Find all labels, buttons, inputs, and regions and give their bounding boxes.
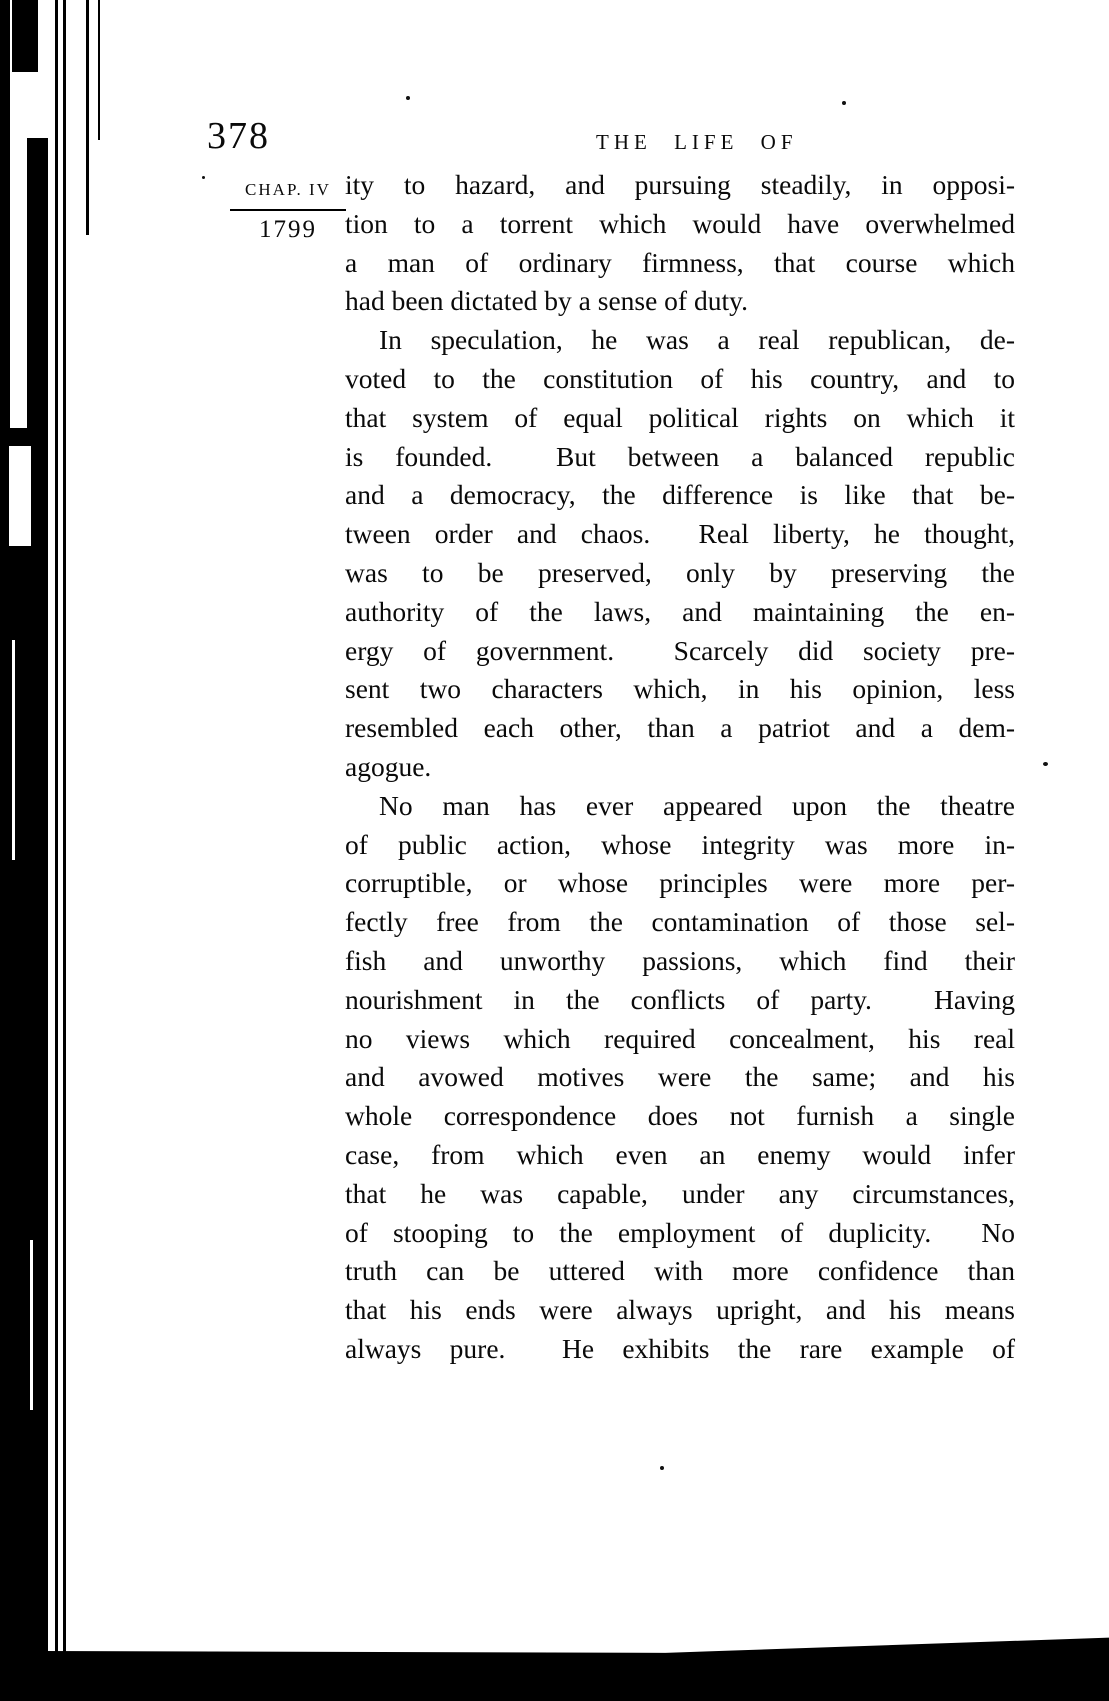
text-line: corruptible, or whose principles were more per- <box>345 867 1015 899</box>
year-note: 1799 <box>259 216 317 243</box>
text-line: tion to a torrent which would have overwhelmed <box>345 207 1015 239</box>
scan-artifact-top-block <box>12 0 38 72</box>
sidenote <box>228 180 348 244</box>
text-line: that his ends were always upright, and his means <box>345 1294 1015 1326</box>
scan-artifact-bottom-bar <box>0 1635 1109 1701</box>
running-header: THE LIFE OF <box>596 130 798 154</box>
text-line: ity to hazard, and pursuing steadily, in opposi- <box>345 169 1015 200</box>
chapter-note: CHAP. IV <box>245 180 331 199</box>
text-line: of public action, whose integrity was more in- <box>345 828 1015 860</box>
text-line: always pure. He exhibits the rare example of <box>345 1332 1015 1364</box>
scan-artifact-white-sliver <box>30 1240 33 1410</box>
text-line: that he was capable, under any circumstances, <box>345 1177 1015 1209</box>
text-line: is founded. But between a balanced republic <box>345 440 1015 472</box>
text-line: sent two characters which, in his opinion, less <box>345 673 1015 705</box>
ink-speck <box>842 101 846 105</box>
text-line: that system of equal political rights on which it <box>345 401 1015 433</box>
text-line: authority of the laws, and maintaining the en- <box>345 595 1015 627</box>
ink-speck <box>660 1466 664 1470</box>
text-line: voted to the constitution of his country, and to <box>345 362 1015 394</box>
ink-speck <box>202 176 205 179</box>
text-line: fish and unworthy passions, which find their <box>345 944 1015 976</box>
sidenote-rule <box>230 209 346 211</box>
text-line: tween order and chaos. Real liberty, he thought, <box>345 518 1015 550</box>
text-line: nourishment in the conflicts of party. Having <box>345 983 1015 1015</box>
text-line: ergy of government. Scarcely did society pre- <box>345 634 1015 666</box>
text-line: whole correspondence does not furnish a single <box>345 1100 1015 1132</box>
page-number: 378 <box>207 115 270 157</box>
text-line: of stooping to the employment of duplicity. No <box>345 1216 1015 1248</box>
scan-artifact-white-notch <box>9 446 31 546</box>
scan-artifact-left-edge <box>0 0 10 432</box>
scan-artifact-big-mass <box>0 428 48 1658</box>
scan-artifact-binding-line <box>63 0 66 1660</box>
text-line: a man of ordinary firmness, that course which <box>345 246 1015 278</box>
text-line: fectly free from the contamination of those sel- <box>345 906 1015 938</box>
text-line: no views which required concealment, his real <box>345 1022 1015 1054</box>
text-line: resembled each other, than a patriot and a dem- <box>345 712 1015 744</box>
scan-artifact-mid-band <box>27 138 48 438</box>
text-line: had been dictated by a sense of duty. <box>345 285 748 317</box>
text-line: was to be preserved, only by preserving the <box>345 556 1015 588</box>
scan-artifact-binding-line <box>55 0 58 1660</box>
ink-speck <box>1043 762 1048 766</box>
text-line: and a democracy, the difference is like that be- <box>345 479 1015 511</box>
text-line: truth can be uttered with more confidence than <box>345 1255 1015 1287</box>
text-line: case, from which even an enemy would infer <box>345 1138 1015 1170</box>
ink-speck <box>406 96 410 100</box>
scan-artifact-white-sliver <box>12 640 15 860</box>
text-line: No man has ever appeared upon the theatre <box>379 789 1015 821</box>
scan-artifact-streak <box>98 0 100 140</box>
text-line: In speculation, he was a real republican, de- <box>379 324 1015 356</box>
scan-artifact-streak <box>86 0 89 235</box>
text-line: and avowed motives were the same; and his <box>345 1061 1015 1093</box>
text-line: agogue. <box>345 750 432 782</box>
body-text <box>345 166 1015 1369</box>
